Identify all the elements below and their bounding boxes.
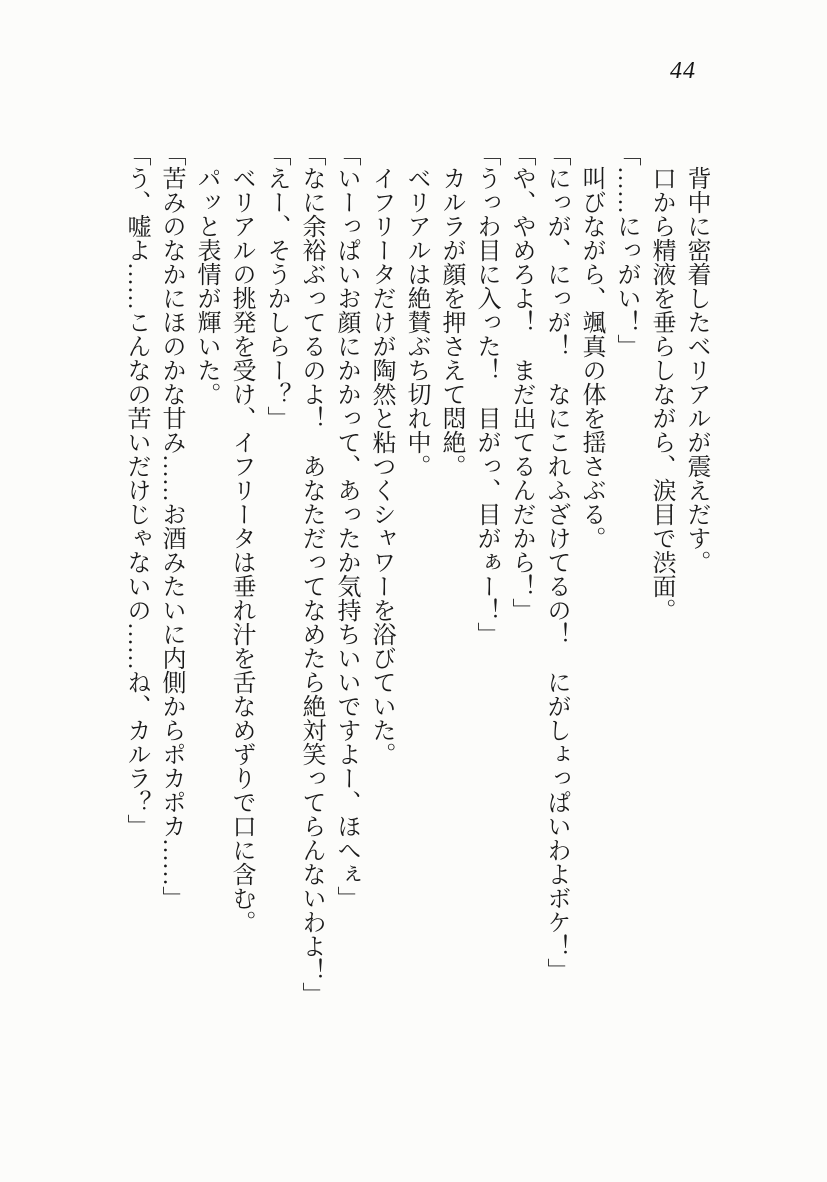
paragraph: ベリアルの挑発を受け、イフリータは垂れ汁を舌なめずりで口に含む。 bbox=[228, 166, 254, 934]
page-number: 44 bbox=[670, 58, 696, 84]
paragraph: 「にっが、にっが！ なにこれふざけてるの！ にがしょっぱいわよボケ！」 bbox=[543, 142, 569, 982]
paragraph: 「いーっぱいお顔にかかって、あったか気持ちいいですよー、ほへぇ」 bbox=[333, 142, 359, 910]
paragraph: 「……にっがい！」 bbox=[613, 142, 639, 358]
paragraph: 背中に密着したベリアルが震えだす。 bbox=[683, 166, 709, 574]
paragraph: ベリアルは絶賛ぶち切れ中。 bbox=[403, 166, 429, 478]
paragraph: 「なに余裕ぶってるのよ！ あなただってなめたら絶対笑ってらんないわよ！」 bbox=[298, 142, 324, 1006]
paragraph: 「や、やめろよ！ まだ出てるんだから！」 bbox=[508, 142, 534, 622]
paragraph: カルラが顔を押さえて悶絶。 bbox=[438, 166, 464, 478]
paragraph: 「うっわ目に入った！ 目がっ、目がぁー！」 bbox=[473, 142, 499, 646]
paragraph: イフリータだけが陶然と粘つくシャワーを浴びていた。 bbox=[368, 166, 394, 766]
paragraph: 叫びながら、颯真の体を揺さぶる。 bbox=[578, 166, 604, 550]
paragraph: 「苦みのなかにほのかな甘み……お酒みたいに内側からポカポカ……」 bbox=[158, 142, 184, 910]
paragraph: 「う、嘘よ……こんなの苦いだけじゃないの……ね、カルラ？」 bbox=[123, 142, 149, 838]
paragraph: パッと表情が輝いた。 bbox=[193, 166, 219, 406]
paragraph: 「えー、そうかしらー？」 bbox=[263, 142, 289, 430]
text-block bbox=[118, 142, 713, 1014]
paragraph: 口から精液を垂らしながら、涙目で渋面。 bbox=[648, 166, 674, 622]
